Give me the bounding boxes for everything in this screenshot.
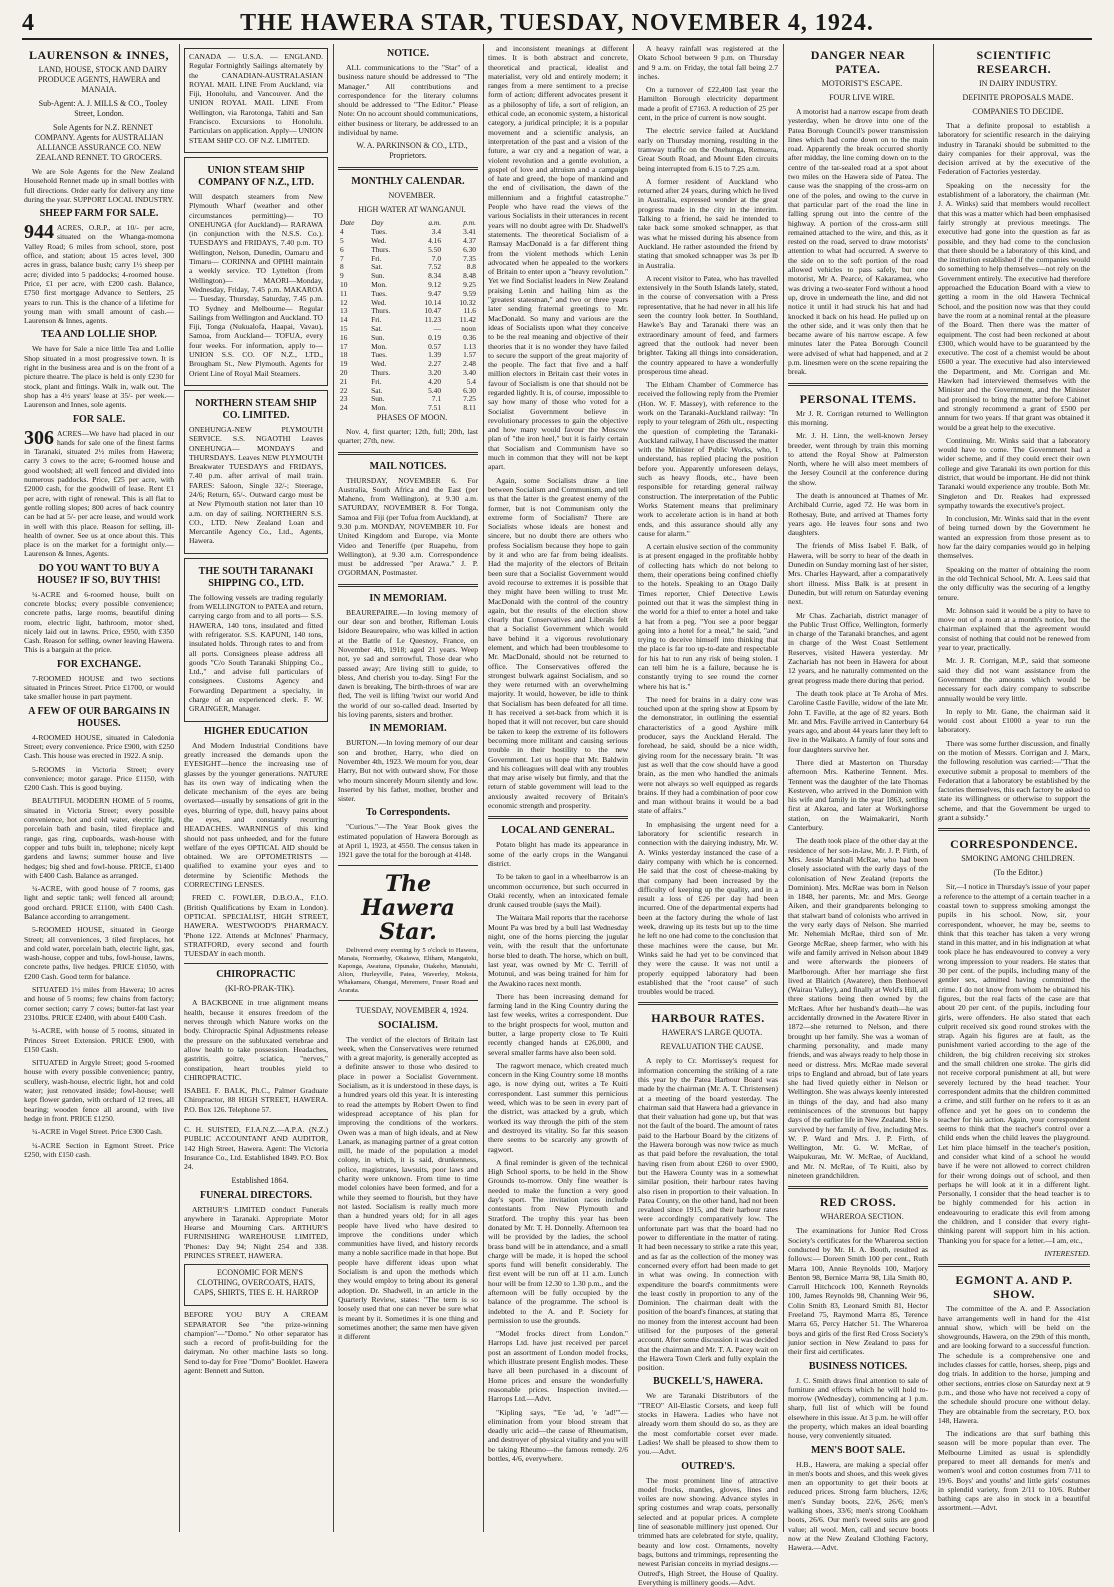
calendar-cell: 4.20 xyxy=(428,376,442,386)
column-4 xyxy=(488,44,628,1532)
calendar-cell: 4 xyxy=(340,227,344,237)
tea-heading: TEA AND LOLLIE SHOP. xyxy=(41,329,157,341)
newspaper-title: THE HAWERA STAR, TUESDAY, NOVEMBER 4, 1924. xyxy=(240,10,874,36)
ad-shipping-canada xyxy=(184,48,328,153)
calendar-cell: 6.30 xyxy=(463,244,476,254)
mail-text: THURSDAY, NOVEMBER 6. For Australia, South Africa and the East (per Maheno, from Wellington), at 9.30 a.m. SATURDAY, NOVEMBER 8. For Tonga, Samoa and Fiji (per Tofua from Auckland), at 9.30 p.m. MONDAY, NOVEMBER 10. For United Kingdom and Europe, via Monte Video and Teneriffe (per Ruapehu, from Wellington), at 9.30 a.m. Correspondence must be addressed "per Arawa." J. P. O'GORMAN, Postmaster. xyxy=(338,475,478,578)
calendar-cell: Tues. xyxy=(371,350,388,360)
ad-south-taranaki xyxy=(184,558,328,722)
calendar-cell: 18 xyxy=(340,350,348,360)
science-text: That a definite proposal to establish a laboratory for scientific research in the dairying industry in Taranaki should be submitted to the dairy companies for their approval, was the decision arrived at by the executive of the Federation of Factories yesterday. xyxy=(938,121,1090,177)
outred-heading: OUTRED'S. xyxy=(681,1460,735,1472)
forsale-heading: FOR SALE. xyxy=(72,413,126,425)
calendar-row xyxy=(338,395,478,404)
news-item: The Eltham Chamber of Commerce has received the following reply from the Premier (Hon. W. F. Massey), with reference to the work on the Taranaki-Auckland railway: "In reply to your telegram of 26th ult., respecting the question of completing the Taranaki-Auckland railway, I have discussed the matter with the Minister of Public Works, who, I understand, has replied placing the position before you. Apparently unforeseen delays, such as heavy floods, etc., have been responsible for retarding general railway construction. The interpretation of the Public Works Statement means that preliminary work to accelerate action is in hand at both ends, and this assurance should ally any cause for alarm." xyxy=(638,380,778,538)
harbour-subheading: REVALUATION THE CAUSE. xyxy=(660,1042,764,1052)
local-item: To be taken to gaol in a wheelbarrow is an uncommon occurrence, but such occurred in Otaki recently, when an intoxicated female drunk caused trouble (says the Mail). xyxy=(488,872,628,910)
notice-text: ALL communications to the "Star" of a business nature should be addressed to "The Manager." All contributions and correspondence for the literary columns should be addressed to "The Editor." Please Note: On no account should communications, either business or literary, be addressed to an individual by name. xyxy=(338,63,478,138)
science-text: Speaking on the necessity for the establishment of a laboratory, the chairman (Mr. J. A. Winks) said that members would recollect that this was a matter which had been emphasised fairly strongly at previous meetings. The executive had gone into the question as far as possible, and they had come to the conclusion that there should be a laboratory of this kind, and the institution established if the companies would do something to help themselves—not rely on the Government entirely. The executive had therefore approached the Education Board with a view to getting a room in the old Hawera Technical School, and the position now was that they could have the room at a nominal rental at the pleasure of the Board. Then there was the matter of equipment. The cost had been reckoned at about £300, which would have to be guaranteed by the executive. The cost of a chemist would be about £600 a year. The executive had also interviewed the Department, and Mr. Corrigan and Mr. Hawken had interviewed themselves with the Minister and the Government, and the Minister had promised to bring the matter before Cabinet and strongly recommend a grant of £500 per annum for two years. If that grant was obtained it would be a great help to the executive. xyxy=(938,180,1090,432)
calendar-cell: 20 xyxy=(340,367,348,377)
calendar-row xyxy=(338,404,478,413)
house-item: ¼-ACRE, with house of 5 rooms, situated in Princes Street Extension. PRICE £900, with £150 Cash. xyxy=(24,1026,174,1054)
calendar-cell: Mon. xyxy=(371,341,387,351)
ad-text: FRED C. FOWLER, D.B.O.A., F.I.O. (British Qualifications by Exam in London). OPTICAL SPECIALIST, HIGH STREET, HAWERA. WESTWOOD'S PHARMACY. 'Phone 122. Attends at McInnes' Pharmacy, STRATFORD, every second and fourth TUESDAY in each month. xyxy=(184,893,328,959)
personal-item: The death took place of the other day at the residence of her son-in-law, Mr. J. P. Firth, of Mrs. Jessie Marshall McRae, who had been closely associated with the early days of the colonisation of New Zealand (reports the Dominion). Mrs. McRae was born in Nelson in 1848, her parents, Mr. and Mrs. George Aiken, and their grandparents belonging to that stalwart band of colonists who arrived in the very early days of Nelson. She married Mr. Nehemiah McRae, third son of Mr. George McRae, sheep farmer, who with his wife and family arrived in Nelson about 1849 and were afterwards the pioneers of Marlborough. After her marriage she first lived at Blairich (Awatere), then Benhoevel (Wairau Valley), and finally at Weld's Hill, all three stations being then owned by the McRaes. After her husband's death—he was accidentally drowned in the Awatere River in 1872—she returned to Nelson, and there brought up her family. She was a woman of charming personality, and made many friends, and was always ready to help those in need or distress. Mrs. McRae made several trips to England and abroad, but of late years she had lived quietly either in Nelson or Wellington. She was always keenly interested in things of the day, and had also many reminiscences of the strenuous but happy days of the earlier life in New Zealand. She is survived by her family of five, including Mrs. W. P. Ward and Mrs. J. P. Firth, of Wellington, Mr. G. W. McRae, of Waipukurau, Mr. W. McRae, of Auckland, and Mr. N. McRae, of Te Kuiti, also by nineteen grandchildren. xyxy=(788,836,928,1181)
local-item: The Waitara Mail reports that the racehorse Mount Pa was bred by a bull last Wednesday night, one of the horns piercing the jugular vein, with the result that the unfortunate horse bled to death. The horse, which on bull, last year, was owned by Mr C. Terrill of Motunui, and was being trained for him for the Awakino races next month. xyxy=(488,913,628,988)
personal-item: Mr J. R. Corrigan returned to Wellington this morning. xyxy=(788,408,928,427)
calendar-cell: 3.20 xyxy=(428,367,442,377)
calendar-row xyxy=(338,316,478,325)
calendar-cell: 9.12 xyxy=(428,279,442,289)
calendar-cell: Fri. xyxy=(371,315,382,325)
science-subheading: IN DAIRY INDUSTRY. xyxy=(978,79,1057,88)
ad-heading: UNION STEAM SHIP COMPANY OF N.Z., LTD. xyxy=(198,164,314,188)
ad-text: The following vessels are trading regularly from WELLINGTON to PATEA and return, carrying cargo from and to all ports— S.S. HAWERA, 140 tons, insulated and fitted with refrigerator. S.S. KAPUNI, 140 tons, insulated holds. Through rates to and from all ports. Consignees please address all goods "C/o South Taranaki Shipping Co., Ltd.," and advise full particulars of consignees. Customs Agency and Forwarding Department a specialty, in charge of an experienced clerk. F. W. GRAINGER, Manager. xyxy=(189,592,323,714)
notice-signature: W. A. PARKINSON & CO., LTD., Proprietors. xyxy=(356,141,468,161)
calendar-cell: Sat. xyxy=(371,323,383,333)
calendar-row xyxy=(338,351,478,360)
local-item: Potato blight has made its appearance in some of the early crops in the Wanganui district. xyxy=(488,840,628,868)
sheep-text: ACRES, O.R.P., at 10/- per acre, situated on the Whanga-momona Valley Road; 6 miles from school, store, post office, and station; about 15 acres level, 300 acres in grass, balance bush; carry 1½ sheep per acre; divided into 5 paddocks; 4-roomed house. Price, £1 per acre, with £200 cash. Balance, £750 first mortgage Advance to Settlers, 25 years to run. This is the chance of a lifetime for young man with small amount of cash.—Laurenson & Innes, agents. xyxy=(24,223,174,326)
calendar-cell: 5.50 xyxy=(428,244,442,254)
calendar-cell: 11 xyxy=(340,288,348,298)
house-item: ¼-ACRE in Vogel Street. Price £300 Cash. xyxy=(32,1127,163,1137)
calendar-cell: 17 xyxy=(340,341,348,351)
ad-text: ECONOMIC FOR MEN'S CLOTHING, OVERCOATS, HATS, CAPS, SHIRTS, TIES E. H. HARROP xyxy=(193,1268,319,1298)
news-item: A former resident of Auckland who returned after 24 years, during which he lived in Australia, expressed wonder at the great progress made in the city in the interim. Talking to a friend, he said he intended to take back some smoked schnapper, as that was what he missed during his absence from Auckland. He rather astounded the friend by stating that smoked schnapper was 3s per lb in Australia. xyxy=(638,176,778,270)
calendar-cell: Thurs. xyxy=(371,244,391,254)
news-item: A heavy rainfall was registered at the Okato School between 9 p.m. on Thursday and 9 a.m. on Friday, the total fall being 2.7 inches. xyxy=(638,44,778,81)
danger-subheading: FOUR LIVE WIRE. xyxy=(829,93,895,102)
calendar-cell: 10.47 xyxy=(424,306,442,316)
personal-heading: PERSONAL ITEMS. xyxy=(799,391,917,406)
calendar-cell: 3.40 xyxy=(463,367,476,377)
star-description: Delivered every evening by 5 o'clock to Hawera, Manaia, Normanby, Okaiawa, Eltham, Mangatoki, Kaponga, Awatuna, Opunake, Otakeho, Manutahi, Alton, Hurleyville, Patea, Waverley, Mokoia, Whakamara, Ohangai, Meremere, Fraser Road and Ararata. xyxy=(338,946,478,994)
column-rule xyxy=(483,44,484,1532)
calendar-row xyxy=(338,360,478,369)
calendar-cell: 22 xyxy=(340,385,348,395)
sheep-heading: SHEEP FARM FOR SALE. xyxy=(39,208,159,220)
calendar-cell: Wed. xyxy=(371,297,387,307)
danger-heading: DANGER NEAR PATEA. xyxy=(810,48,906,76)
calendar-cell: Tues. xyxy=(371,288,388,298)
show-text: The indications are that surf bathing this season will be more popular than ever. The Melbourne Limited as usual is splendidly prepared to meet all demands for men's and women's wool and cotton costumes from 7/11 to 19/6. Boys' and youths' and little girls' costumes in splendid variety, from 2/11 to 10/6. Rubber bathing caps are also in stock in a beautiful assortment.—Advt. xyxy=(938,1429,1090,1513)
hawera-star-title: The Hawera Star. xyxy=(361,870,455,945)
calendar-row xyxy=(338,325,478,334)
news-item: In emphasising the urgent need for a laboratory for scientific research in connection with the dairying industry, Mr. W. A. Winks yesterday instanced the case of a dairy company with which he is concerned. He said that the cost of cheese-making by that company had been increased by the difficulty of keeping up the quality, and in a result a loss of £26 per day had been incurred. One of the departmental experts had been at the factory during the whole of last week, drawing up its tests but up to the time he left no one had come to the conclusion that these machines were the cause, but Mr. Winks said he had yet to be convinced that they were the cause. It was not until a properly equipped laboratory had been established that the "root cause" of such troubles would be traced. xyxy=(638,819,778,997)
agent-body: We are Sole Agents for the New Zealand Household Rennet made up in small bottles with full directions. Order early for delivery any time during the year. SUPPORT LOCAL INDUSTRY. xyxy=(24,167,174,204)
socialism-text: and inconsistent meanings at different times. It is both abstract and concrete, theoretical and practical, idealist and materialist, very old and entirely modern; it ranges from a mere sentiment to a precise form of action; different advocates present it as a philosophy of life, a sort of religion, an ethical code, an economic system, a historical category, a juridical principle; it is a popular movement and a scientific analysis, an interpretation of the past and a vision of the future, a war cry and a negation of war, a violent revolution and a gentle evolution, a gospel of love and altruism and a campaign of hate and greed, the hope of mankind and the end of civilisation, the dawn of the millennium and a frightful catastrophe." People who have read the views of the various Socialists in their utterances in recent years will no doubt agree with Dr. Shadwell's statements. The theoretical Socialism of a Ramsay MacDonald is a far different thing from the violent methods which Lenin advocated when he appealed to the workers of Britain to enter upon a "heavy revolution." Yet we find Socialist leaders in New Zealand praising Lenin and hailing him as the "greatest statesman," and two or three years later sending fraternal greetings to Mr. MacDonald. So many and various are the ideas of Socialists upon what they conceive to be the real meaning and objective of their theories that it is no wonder they have failed to secure the support of the great majority of the people. The fact that five and a half million electors in Britain cast their votes in favour of Socialism is one that should not be regarded lightly. It is, of course, impossible to say how many of those who voted for a Socialist Government believe in revolutionary processes to gain the objective and how many would favour the Moscow plan of "the iron heel," but it is fairly certain that Socialism and Communism have so much in common that they will not be kept apart. xyxy=(488,44,628,472)
redcross-subheading: WHAREROA SECTION. xyxy=(820,1212,904,1222)
calendar-cell: 13 xyxy=(340,306,348,316)
calendar-row xyxy=(338,299,478,308)
news-item: A recent visitor to Patea, who has travelled extensively in the South Islands lately, stated, in the course of conversation with a Press representative, that he had never in all his life seen the country look better. In Southland, Hawke's Bay and Taranaki there was an extraordinary amount of feed, and farmers agreed that the outlook had never been brighter. Taking all things into consideration, the country appeared to have a wonderfully prosperous time ahead. xyxy=(638,273,778,376)
ad-northern-steam xyxy=(184,390,328,554)
calendar-cell: 7.35 xyxy=(463,253,476,263)
tea-text: We have for Sale a nice little Tea and Lollie Shop situated in a most progressive town. It is right in the business area and is on the front of a picture theatre. The place is held is only £230 for stock, plant and fittings. Walk in, walk out. The shop has a 4½ years' lease at 35/- per week.—Laurenson and Innes, sole agents. xyxy=(24,344,174,410)
house-item: ¼-ACRE Section in Egmont Street. Price £250, with £150 cash. xyxy=(24,1140,174,1159)
local-item: There has been increasing demand for farming land in the King Country during the last few weeks, writes a correspondent. Due to the bright prospects for wool, mutton and butter, a large property close to Te Kuiti recently changed hands at £26,000, and several smaller farms have also been sold. xyxy=(488,991,628,1057)
socialism-text: Again, some Socialists draw a line between Socialism and Communism, and tell us that the latter is the greatest enemy of the former, but is not Communism only the extreme form of Socialism? There are Socialists whose ideals are honest and sincere, but no doubt there are others who profess Socialism because they hope to gain by it and who are far from being idealists. Had the majority of the electors of Britain been sure that a Socialist Government would avoid recourse to extremes it is possible that they might have been willing to trust Mr. MacDonald with the control of the country again, but the results of the election show clearly that Conservatives and Liberals felt that a Socialist Government which would have behind it a vigorous revolutionary element, and which had been troublesome to Mr. MacDonald, should not be returned to office. The Conservatives offered the strongest bulwark against Socialism, and so they were returned with an overwhelming majority. It would, however, be idle to think that Socialism has been defeated for all time. It has received a set-back from which it is hoped that it will not recover, but care should be taken to keep the extreme of its followers becoming more militant and causing serious trouble in their hostility to the new Government. Let us hope that Mr. Baldwin and his colleagues will deal with any troubles that may arise wisely but firmly, and that the return of stable government will lead to the anxiously awaited recovery of Britain's economic strength and prosperity. xyxy=(488,475,628,811)
calendar-cell: 19 xyxy=(340,359,348,369)
smoking-subheading: (To the Editor.) xyxy=(993,868,1043,878)
ad-subheading: (KI-RO-PRAK-TIK). xyxy=(225,984,295,994)
calendar-cell: 21 xyxy=(340,376,348,386)
calendar-cell: 3.4 xyxy=(431,227,442,237)
calendar-cell: 0.36 xyxy=(463,332,476,342)
news-item: The electric service failed at Auckland early on Thursday morning, resulting in the tramway traffic on the Onehunga, Remuera, Great South Road, and Mount Eden circuits being interrupted from 6.15 to 7.25 a.m. xyxy=(638,126,778,173)
house-item: 4-ROOMED HOUSE, situated in Caledonia Street; every convenience. Price £900, with £250 Cash. This house was erected in 1922. A snip. xyxy=(24,732,174,761)
agent-agents: Sole Agents for N.Z. RENNET COMPANY. Agents for AUSTRALIAN ALLIANCE ASSURANCE CO. NEW ZEALAND RENNET. TO GROCERS. xyxy=(34,123,164,162)
calendar-cell: Sun. xyxy=(371,394,385,404)
calendar-tide: HIGH WATER AT WANGANUI. xyxy=(358,205,466,215)
correspondents-heading: To Correspondents. xyxy=(366,807,450,819)
correspondence-heading: CORRESPONDENCE. xyxy=(950,837,1078,852)
calendar-row xyxy=(338,290,478,299)
calendar-heading: MONTHLY CALENDAR. xyxy=(351,176,465,188)
column-5 xyxy=(638,44,778,1587)
calendar-cell: 11.42 xyxy=(459,315,476,325)
outred-text: The most prominent line of attractive model frocks, mantles, gloves, lines and voiles are now showing. Advance styles in spring costumes and wrap coats, personally selected and at popular prices. A complete line of seasonable millinery just opened. Our trimmed hats are celebrated for style, quality, beauty and low cost. Ornaments, novelty bags, buttons and trimmings, representing the newest Parisian conceits in myriad designs.—Outred's, High Street, the House of Quality. Everything is millinery goods.—Advt. xyxy=(638,1475,778,1587)
calendar-cell: 9.59 xyxy=(463,288,476,298)
calendar-cell: Thurs. xyxy=(371,306,391,316)
memoriam-text: BEAUREPAIRE.—In loving memory of our dear son and brother, Rifleman Louis Isidore Beaurepaire, who was killed in action at the Battle of Le Quesnoy, France, on November 4th, 1918; aged 21 years. Weep not, ye sad and sorrowful, Those dear who passed away; Are living still to guide, to bless, And cherish you to-day. Sing! For the dawn is breaking, The birth-throes of war are fled, The veil is lifting 'twixt our world And the world of our so-called dead. Inserted by his loving parents, sisters and brother. xyxy=(338,607,478,720)
danger-text: A motorist had a narrow escape from death yesterday, when he drove into one of the Patea Borough Council's power transmission lines which had come down on to the main road. Apparently the break occurred shortly after midday, the line coming down on to the centre of the tar-sealed road at a spot about two miles on the Hawera side of Patea. The cause was the snapping of the cross-arm on one of the poles, and owing to the curve in that particular part of the road the line in falling sprung out into the centre of the highway. A portion of the cross-arm still remained attached to the wire, and this, as it rested on the road, served to draw motorists' attention to what had occurred. A swerve to the side on to the soft portion of the road allowed vehicles to pass safely, but one motorist, Mr A. Pearce, of Kakaramea, who was driving a two-seater Ford without a hood up, drove in underneath the line, and did not notice it until it had struck his hat and had knocked it back on his head. He pulled up on the other side, and it was only then that he became aware of his narrow escape. A few minutes later the Patea Borough Council were advised of what had happened, and at 2 p.m. linesmen were on the scene repairing the break. xyxy=(788,107,928,377)
personal-item: Mr Chas. Zachariah, district manager of the Public Trust Office, Wellington, formerly in charge of the Taranaki branches, and agent in charge of the West Coast Settlement Reserves, visited Hawera yesterday. Mr Zachariah has not been in Hawera for about 12 years, and he naturally commented on the great progress made there during that period. xyxy=(788,610,928,685)
science-text: Mr. Johnson said it would be a pity to have to move out of a room at a month's notice, but the chairman explained that the agreement would consist of nothing that could not be renewed from year to year, practically. xyxy=(938,605,1090,653)
calendar-row xyxy=(338,263,478,272)
calendar-column-header: Date xyxy=(340,218,355,228)
calendar-cell: 7.1 xyxy=(431,394,442,404)
calendar-cell: Sun. xyxy=(371,271,385,281)
business-heading: BUSINESS NOTICES. xyxy=(808,1360,908,1372)
agent-business: LAND, HOUSE, STOCK AND DAIRY PRODUCE AGENTS, HAWERA and MANAIA. xyxy=(37,65,168,94)
calendar-cell: 1.39 xyxy=(428,350,442,360)
calendar-column-header: Day xyxy=(371,218,384,228)
calendar-cell: 24 xyxy=(340,403,348,413)
calendar-cell: Fri. xyxy=(371,376,382,386)
house-heading: DO YOU WANT TO BUY A HOUSE? IF SO, BUY THIS! xyxy=(37,562,161,586)
calendar-row xyxy=(338,228,478,237)
notice-heading: NOTICE. xyxy=(387,48,429,59)
calendar-cell: Sat. xyxy=(371,385,383,395)
calendar-cell: 23 xyxy=(340,394,348,404)
calendar-month: NOVEMBER. xyxy=(388,191,436,201)
calendar-cell: 10.14 xyxy=(424,297,442,307)
calendar-cell: 1.57 xyxy=(463,350,476,360)
calendar-cell: 8.34 xyxy=(428,271,442,281)
ad-heading: NORTHERN STEAM SHIP CO. LIMITED. xyxy=(195,397,317,421)
column-rule xyxy=(633,44,634,1532)
science-text: Speaking on the matter of obtaining the room in the old Technical School, Mr. A. Lees said that the only difficulty was the securing of a lengthy tenure. xyxy=(938,564,1090,602)
calendar-cell: 8.48 xyxy=(463,271,476,281)
science-text: Mr. J. R. Corrigan, M.P., said that someone said they did not want assistance from the Government the amounts which would be necessary for each dairy company to subscribe annually would be very little. xyxy=(938,656,1090,703)
local-item: "Model frocks direct from London." Harrops Ltd. have just received per parcel post an assortment of London model frocks, which illustrate present English modes. These have all been purchased in a discount of Home prices and ensure the wonderfully reasonable prices. Inspection invited.—Harrops Ltd.—Advt. xyxy=(488,1329,628,1404)
ad-text: ARTHUR'S LIMITED conduct Funerals anywhere in Taranaki. Appropriate Motor Hearse and Mourning Cars. ARTHUR'S FURNISHING WAREHOUSE LIMITED, 'Phones: Day 94; Night 254 and 338. PRINCES STREET, HAWERA. xyxy=(184,1204,328,1260)
calendar-cell: 7.25 xyxy=(463,394,476,404)
calendar-cell: Sat. xyxy=(371,262,383,272)
calendar-cell: 11.23 xyxy=(424,315,442,325)
calendar-cell: Wed. xyxy=(371,235,387,245)
column-6 xyxy=(788,44,929,1553)
science-text: In reply to Mr. Gane, the chairman said it would cost about £1000 a year to run the laboratory. xyxy=(938,706,1090,735)
calendar-cell: 9.25 xyxy=(463,279,476,289)
house-item: BEAUTIFUL MODERN HOME of 5 rooms, situated in Victoria Street; every possible convenience, hot and cold water, electric light, porcelain bath and basin, tiled fireplace and range, gas ring, cupboards, wash-house with copper and tubs built in, telephone; nicely kept gardens and lawns; summer house and live hedges; big shed and fowl-house. PRICE, £1400 with £400 Cash. Balance as arranged. xyxy=(24,796,174,880)
local-item: A final reminder is given of the technical High School sports, to be held in the Show Grounds to-morrow. Only fine weather is needed to make the function a very good day's sport. The invitation races include contestants from New Plymouth and Stratford. The trophy this year has been donated by Mr. T. H. Donnelly. Afternoon tea will be provided by the ladies, the school brass band will be in attendance, and a small charge will be made, it is hoped the school sports fund will benefit considerably. The first event will be run off at 11 a.m. Lunch hour will be from 12.30 to 1.30 p.m., and the afternoon will be fully occupied by the balance of the programme. The school is indebted to the A. and P. Society for permission to use the grounds. xyxy=(488,1157,628,1325)
boot-text: H.B., Hawera, are making a special offer in men's boots and shoes, and this week gives men an opportunity to get their boots at reduced prices. Strong farm bluchers, 12/6; men's Sunday boots, 22/6, 26/6; men's walking shoes, 33/6; men's strong Cookham boots, 26/6. Our men's tweed suits are good value; all wool. Men, call and secure boots now at the New Zealand Clothing Factory, Hawera.—Advt. xyxy=(788,1459,928,1553)
calendar-cell: Tues. xyxy=(371,227,388,237)
calendar-cell: 2.27 xyxy=(428,359,442,369)
forsale-number: 306 xyxy=(24,426,54,449)
calendar-cell: 7.51 xyxy=(428,403,442,413)
house-item: 5-ROOMS in Victoria Street; every convenience; motor garage. Price £1150, with £200 Cash. This is good buying. xyxy=(24,764,174,793)
personal-item: There died at Masterton on Thursday afternoon Mrs. Katherine Tennent. Mrs. Tennent was the daughter of the late Thomas Kesteven, who arrived in the Dominion with his wife and family in the year 1863, settling first at Akaroa, and later at Workinghorse station, on the Waimakariri, North Canterbury. xyxy=(788,758,928,833)
calendar-cell: 7.52 xyxy=(428,262,442,272)
news-item: A certain elusive section of the community is at present engaged in the profitable hobby of collecting hats which do not belong to them, their operations being confined chiefly to the hotels. Speaking to an Otago Daily Times reporter, Chief Detective Lewis pointed out that it was the simplest thing in the world for a thief to enter a hotel and take a hat from a peg. "You see a poor beggar going into a hotel for a meal," he said, "and trying to deceive himself into thinking that the place is far too up-to-date and respectable for his hat to run any risk of being stolen. I can tell him he is a failure, because he is constantly trying to see round the corner where his hat is." xyxy=(638,542,778,691)
calendar-cell: 5 xyxy=(340,235,344,245)
calendar-cell: 6.30 xyxy=(463,385,476,395)
science-subheading: COMPANIES TO DECIDE. xyxy=(972,107,1064,116)
calendar-cell: — xyxy=(433,323,442,333)
calendar-row xyxy=(338,334,478,343)
calendar-cell: Sun. xyxy=(371,332,385,342)
house-item: SITUATED 1½ miles from Hawera; 10 acres and house of 5 rooms; few chains from factory; corner section; carry 7 cows; butter-fat last year 2310lbs. PRICE £2400, with about £400 Cash. xyxy=(24,985,174,1022)
calendar-cell: 9.47 xyxy=(428,288,442,298)
local-item: "Kipling says, "'Ee 'ad, 'e 'ad!'"—elimination from your blood stream that deadly uric acid—the cause of Rheumatism, and destroyer of physical vitality and you will be taking Rheumo—the famous remedy. 2/6 bottles, 4/6, everywhere. xyxy=(488,1407,628,1464)
house-item: SITUATED in Argyle Street; good 5-roomed house with every possible convenience; pantry, scullery, wash-house, electric light, hot and cold water; just renovated inside; fowl-house; well kept flower garden, with orchard of 12 trees, all bearing; wooden fence all around, with live hedge in front. PRICE £1250. xyxy=(24,1058,174,1123)
correspondents-text: "Curious."—The Year Book gives the estimated population of Hawera Borough as at April 1, 1923, at 4550. The census taken in 1921 gave the total for the borough at 4148. xyxy=(338,822,478,860)
redcross-heading: RED CROSS. xyxy=(819,1195,897,1210)
smoking-heading: SMOKING AMONG CHILDREN. xyxy=(961,854,1075,864)
column-rule xyxy=(933,44,934,1532)
ad-heading: CHIROPRACTIC xyxy=(216,969,296,981)
calendar-cell: 12 xyxy=(340,297,348,307)
personal-item: Mr. J. H. Linn, the well-known Jersey breeder, went through by train this morning to attend the Royal Show at Palmerston North, where he will also meet members of the Jersey Council at the conference during the show. xyxy=(788,431,928,487)
house-item: ¼-ACRE, with good house of 7 rooms, gas light and septic tank; well fenced all around; good orchard. PRICE £1100, with £400 Cash. Balance according to arrangement. xyxy=(24,884,174,921)
calendar-cell: Thurs. xyxy=(371,367,391,377)
calendar-cell: 0.57 xyxy=(428,341,442,351)
column-rule xyxy=(333,44,334,1532)
ad-subheading: Established 1864. xyxy=(231,1175,289,1185)
personal-item: The death is announced at Thames of Mr. Archibald Currie, aged 72. He was born in Rothesay, Bute, and arrived at Thames forty years ago. He leaves four sons and two daughters. xyxy=(788,490,928,538)
calendar-cell: Fri. xyxy=(371,253,382,263)
harbour-heading: HARBOUR RATES. xyxy=(651,1011,765,1026)
local-item: The ragwort menace, which created much concern in the King Country some 18 months ago, is now dying out, writes a Te Kuiti correspondent. Last summer this pernicious weed, which was to be seen in every part of the district, was attacked by a grub, which worked its way through the pith of the stem and destroyed its vitality. So far this season there seems to be scarcely any growth of ragwort. xyxy=(488,1060,628,1154)
calendar-row xyxy=(338,272,478,281)
calendar-cell: 10 xyxy=(340,279,348,289)
mail-heading: MAIL NOTICES. xyxy=(369,460,447,472)
calendar-cell: 2.48 xyxy=(463,359,476,369)
show-heading: EGMONT A. AND P. SHOW. xyxy=(955,1273,1073,1302)
science-subheading: DEFINITE PROPOSALS MADE. xyxy=(962,93,1074,102)
memoriam-heading: IN MEMORIAM. xyxy=(369,592,447,604)
calendar-cell: noon xyxy=(461,323,476,333)
house-item: ¼-ACRE and 6-roomed house, built on concrete blocks; every possible convenience; concrete paths, large rooms, beautiful dining room, electric light, bathroom, motor shed, nicely laid out in lawns. Price, £950, with £350 Cash. Reason for selling, owner leaving Hawera. This is a bargain at the price. xyxy=(24,589,174,655)
boot-heading: MEN'S BOOT SALE. xyxy=(810,1444,905,1456)
column-rule xyxy=(179,44,180,1532)
page-number: 4 xyxy=(22,10,34,36)
personal-item: The friends of Miss Isabel F. Balk, of Hawera, will be sorry to hear of the death in Dunedin on Sunday morning last of her sister, Mrs. Charles Hayward, after a comparatively short illness. Miss Balk is at present in Dunedin, but will return on Saturday evening next. xyxy=(788,541,928,607)
calendar-cell: 4.16 xyxy=(428,235,442,245)
calendar-cell: Mon. xyxy=(371,279,387,289)
news-item: On a turnover of £22,400 last year the Hamilton Borough electricity department made a profit of £7163. A reduction of 25 per cent, in the price of current is now sought. xyxy=(638,85,778,123)
calendar-cell: 1.13 xyxy=(463,341,476,351)
calendar-cell: Wed. xyxy=(371,359,387,369)
news-item: The need for brains in a dairy cow was touched upon at the spring show at Epsom by the demonstrator, in outlining the essential characteristics of a good Ayshire milk producer, says the Auckland Herald. The forehead, he said, should be a nice width, giving room for the necessary brain. "It was just as well that the cow should have a good brain, as the men who handled the animals were not always so well equipped as regards brains. If they had a combination of poor cow and man without brains it would be a bad state of affairs." xyxy=(638,694,778,816)
column-7 xyxy=(938,44,1090,1532)
phases-heading: PHASES OF MOON. xyxy=(376,412,448,422)
forsale-text: ACRES—We have had placed in our hands for sale one of the finest farms in Taranaki, situated 2½ miles from Hawera; carry 3 cows to the acre; 6-roomed house and good woolshed; all well fenced and divided into numerous paddocks. Price, £25 per acre, with £2000 cash, for the goodwill of lease. Rent £1 per acre, with right of renewal. This is all flat to gentle rolling slopes; 800 acres of back country can be had at 5/- per acre lease, and would work in well with this place. Reason for selling, ill-health of owner. See us at once about this. This place is on the market for a fortnight only.—Laurenson & Innes, Agents. xyxy=(24,428,174,559)
ad-text: A BACKBONE in true alignment means health, because it ensures freedom of the nerves through which Nature works on the body. Chiropractic Spinal Adjustments release the pressure on the subluxated vertebrae and allow health to take possession. Headaches, gastritis, goitre, sciatica, "nerves," constipation, heart troubles yield to CHIROPRACTIC. xyxy=(184,998,328,1082)
calendar-cell: 6 xyxy=(340,244,344,254)
personal-item: The death took place at Te Aroha of Mrs. Caroline Castle Faville, widow of the late Mr. John T. Faville, at the age of 82 years. Both Mr. and Mrs. Faville arrived in Canterbury 64 years ago, and about 44 years later they left to live in the Waikato. A family of four sons and four daughters survive her. xyxy=(788,688,929,754)
harbour-text: A reply to Cr. Morrissey's request for information concerning the striking of a rate this year by the Patea Harbour Board was made by the chairman (Mr. A. T. Christensen) at a meeting of the board yesterday. The chairman said that Hawera had a grievance in that their valuation had gone up, but that was not the fault of the board. The amount of rates paid to the Harbour Board by the citizens of the Hawera borough was now twice as much as that paid before the revaluation, the total having risen from about £260 to over £900, but the Hawera County was in a somewhat similar position, their harbour rates having also risen in proportion to their valuation. In Patea County, on the other hand, had not been revalued since 1915, and their harbour rates were accordingly comparatively low. The unfortunate part was that the board had no power to differentiate in the matter of rating. It had been necessary to strike a rate this year, and as far as the collection of the money was concerned every effort had been made to get in what was owing. In connection with expenditure the board's commitments were the least costly in proportion to any of the Dominion. The chairman dealt with the position of the board's finances, at stating that no money from the interest account had been utilised for the purposes of the general account. After some discussion it was decided that the chairman and Mr. T. A. Pacey wait on the Hawera Town Clerk and fully explain the position. xyxy=(638,1056,778,1373)
local-heading: LOCAL AND GENERAL. xyxy=(501,825,615,837)
calendar-row xyxy=(338,387,478,396)
calendar-cell: 16 xyxy=(340,332,348,342)
calendar-cell: 8 xyxy=(340,262,344,272)
calendar-row xyxy=(338,237,478,246)
business-text: J. C. Smith draws final attention to sale of furniture and effects which he will hold to-morrow (Wednesday), commencing at 1 p.m. sharp, full list of which will be found elsewhere in this issue. At 3 p.m. he will offer the property, which makes an ideal boarding house, very conveniently situated. xyxy=(788,1375,928,1441)
smoking-signature: INTERESTED. xyxy=(1044,1248,1090,1258)
ad-heading: THE SOUTH TARANAKI SHIPPING CO., LTD. xyxy=(198,565,314,589)
harbour-subheading: HAWERA'S LARGE QUOTA. xyxy=(661,1028,763,1038)
calendar-cell: 15 xyxy=(340,323,348,333)
calendar-cell: 0.19 xyxy=(428,332,442,342)
calendar-row xyxy=(338,369,478,378)
memoriam-heading: IN MEMORIAM. xyxy=(369,723,447,735)
ad-text: BEFORE YOU BUY A CREAM SEPARATOR See "the prize-winning champion"—"Domo." No other separator has such a record of profit-building for the dairyman. No other machine lasts so long. Send to-day for Free "Domo" Booklet. Hawera agent: Bennett and Sutton. xyxy=(184,1310,328,1376)
smoking-text: Sir,—I notice in Thursday's issue of your paper a reference to the attempt of a certain teacher in a coastal town to suppress smoking amongst the pupils in his school. Now, sir, your correspondent, whoever, he may be, seems to think that this teacher has taken a very wrong stand in this matter, and in his indignation at what took place he has endeavoured to convey a very wrong impression to your readers. He states that 30 per cent. of the pupils, including many of the gentler sex, admitted having committed the crime. I do not know from whom he obtained his figures, but the real facts of the case are that about 20 per cent. of the pupils, including four girls, were offenders. He also stated that each culprit received six good round strokes with the strap. Again his figures are at fault, as the punishment varied according to the age of the children, the big children receiving six strokes and the small children one stroke. The girls did not receive corporal punishment at all, but were severely lectured by the head teacher. Your correspondent admits that the children committed a crime, and still further on he refers to it as an offence and yet he goes on to condemn the teacher for his action. Again, your correspondent seems to think that the teacher's control over a child ends when the child leaves the playground. Let him place himself in the teacher's position, and consider what kind of a school he would have if he were not allowed to correct children for their wrong doings out of school, and then perhaps he will look at it in a different light. Personally, I consider that the head teacher is to be highly commended for his action in endeavouring to eradicate this evil from among the children, and I consider that every right-thinking parent will support him in his action. Thanking you for space for a letter.—I am, etc., xyxy=(938,882,1090,1245)
calendar-row xyxy=(338,307,478,316)
ad-text: CANADA — U.S.A. — ENGLAND. Regular Fortnightly Sailings alternately by the CANADIAN-AUSTRALASIAN ROYAL MAIL LINE From Auckland, via Fiji, Honolulu, and Vancouver. And the UNION ROYAL MAIL LINE From Wellington, via Rarotonga, Tahiti and San Francisco. Excursions to Honolulu. Particulars on application. Apply— UNION STEAM SHIP CO. OF N.Z. LIMITED. xyxy=(189,52,323,145)
phases-text: Nov. 4, first quarter; 12th, full; 20th, last quarter; 27th, new. xyxy=(338,426,478,446)
ad-text: C. H. SUISTED, F.I.A.N.Z.—A.P.A. (N.Z.) PUBLIC ACCOUNTANT AND AUDITOR, 142 High Street, Hawera. Agent: The Victoria Insurance Co., Ltd. Established 1849. P.O. Box 24. xyxy=(184,1125,328,1172)
house-item: 7-ROOMED HOUSE and two sections situated in Princes Street. Price £1700, or would take smaller house in part payment. xyxy=(24,673,174,702)
calendar-table xyxy=(338,219,478,413)
calendar-cell: 7 xyxy=(340,253,344,263)
calendar-column-header: a.m. xyxy=(428,218,442,228)
column-2 xyxy=(184,44,328,1532)
house-item-heading: FOR EXCHANGE. xyxy=(57,658,141,670)
calendar-row xyxy=(338,378,478,387)
column-1 xyxy=(24,44,174,1532)
socialism-heading: SOCIALISM. xyxy=(378,1019,438,1031)
sheep-number: 944 xyxy=(24,221,54,244)
calendar-cell: 8.11 xyxy=(463,403,476,413)
science-text: Continuing, Mr. Winks said that a laboratory would have to come. The Government had a wider scheme, and if they could erect their own college and give Taranaki its own portion for this district, that would be important. He did not think Taranaki would experience any trouble. Both Mr. Singleton and Dr. Reakes had expressed sympathy towards the executive's project. xyxy=(938,435,1090,510)
ad-text: ISABEL F. BALK, Ph.C., Palmer Graduate Chiropractor, 88 HIGH STREET, HAWERA. P.O. Box 126. Telephone 57. xyxy=(184,1086,328,1114)
ad-text: ONEHUNGA-NEW PLYMOUTH SERVICE. S.S. NGAOTHI Leaves ONEHUNGA— MONDAYS and THURSDAYS. Leaves NEW PLYMOUTH Breakwater TUESDAYS and FRIDAYS, 7.40 p.m. after arrival of mail train. FARES: Saloon, Single 32/-; Steerage, 24/6; Return, 65/-. Outward cargo must be at New Plymouth station not later than 10 a.m. on day of sailing. NORTHERN S.S. CO., LTD. New Zealand Loan and Mercantile Agency Co., Ltd., Agents, Hawera. xyxy=(189,424,323,546)
ad-text: And Modern Industrial Conditions have greatly increased the demands upon the EYESIGHT—hence the increasing use of glasses by the younger generations. NATURE has its own way of indicating when the delicate mechanism of the eyes are being overtaxed—usually by sensations of grit in the eyes, blurring of type, dull, heavy pains about the eyes, and constantly recurring HEADACHES. WARNINGS of this kind should not pass unheeded, and for the future welfare of the eyes OPTICAL AID should be obtained. We are OPTOMETRISTS —qualified to examine your eyes and to determine by Scientific Methods the CORRECTING LENSES. xyxy=(184,740,328,890)
danger-subheading: MOTORIST'S ESCAPE. xyxy=(821,79,903,88)
house-item-heading: A FEW OF OUR BARGAINS IN HOUSES. xyxy=(28,705,170,729)
agent-name: LAURENSON & INNES, xyxy=(28,48,170,62)
calendar-cell: 11.6 xyxy=(463,306,476,316)
calendar-row xyxy=(338,343,478,352)
redcross-text: The examinations for Junior Red Cross Society's certificates for the Whareroa section conducted by Mr. H. A. Booth, resulted as follows:— Doreen Smith 100 per cent., Ruth Marra 100, Annie Reynolds 100, Marjory Benton 98, Bernice Marra 98, Lila Smith 80, Carroll Hitchcock 100, Kenneth Reynolds 100, James Reynolds 98, Channing Weir 96, Colin Smith 83, Leonard Smith 81, Hector Freeland 75, Raymond Marra 85, Terence Marra 65, Percy Hatcher 51. The Whareroa boys and girls of the first Red Cross Society's junior section in New Zealand to pass for their first aid certificates. xyxy=(788,1226,928,1357)
ad-harrop xyxy=(184,1264,328,1306)
calendar-cell: 14 xyxy=(340,315,348,325)
ad-text: Will despatch steamers from New Plymouth Wharf (weather and other circumstances permitting)— TO ONEHUNGA (for Auckland)— RARAWA (in conjunction with the N.S.S. Co.). TUESDAYS and FRIDAYS, 7.40 p.m. TO Wellington, Nelson, Dunedin, Oamaru and Timaru— CORINNA and OPIHI maintain a weekly service. TO Lyttelton (from Wellington)— MAORI—Monday, Wednesday, Friday, 7.45 p.m. MAKAROA — Tuesday, Thursday, Saturday, 7.45 p.m. TO Sydney and Melbourne— Regular Sailings from Wellington and Auckland. TO Fiji, Tonga (Nukualofa, Haapai, Vavau), Samoa, from Auckland— TOFUA, every four weeks. For information, apply to— UNION S.S. CO. OF N.Z., LTD., Brougham St., New Plymouth. Agents for Orient Line of Royal Mail Steamers. xyxy=(189,191,323,378)
calendar-cell: 8.8 xyxy=(466,262,476,272)
memoriam-text: BURTON.—In loving memory of our dear son and brother, Harry, who died on November 4th, 1923. We mourn for you, dear Harry, But not with outward show, For those who mourn sincerely Mourn silently and low. Inserted by his father, mother, brother and sister. xyxy=(338,738,478,804)
calendar-cell: 4.37 xyxy=(463,235,476,245)
ad-heading: FUNERAL DIRECTORS. xyxy=(199,1189,313,1201)
column-rule xyxy=(783,44,784,1532)
calendar-cell: 5.4 xyxy=(466,376,476,386)
science-text: In conclusion, Mr. Winks said that in the event of being turned down by the Government he wanted an expression from those present as to how far the dairy companies would go in helping themselves. xyxy=(938,514,1090,561)
calendar-row xyxy=(338,246,478,255)
science-text: There was some further discussion, and finally on the motion of Messrs. Corrigan and J. Marx, the following resolution was carried:—"That the executive submit a proposal to members of the Federation that a laboratory be established by the factories themselves, this each factory be asked to state its willingness or otherwise to support the scheme, and that the Government be urged to grant a subsidy." xyxy=(938,738,1090,823)
column-3 xyxy=(338,44,478,1532)
calendar-row xyxy=(338,255,478,264)
buckell-heading: BUCKELL'S, HAWERA. xyxy=(653,1376,763,1388)
agent-sub: Sub-Agent: A. J. MILLS & CO., Tooley Street, London. xyxy=(38,99,168,118)
calendar-cell: 7.0 xyxy=(431,253,442,263)
science-heading: SCIENTIFIC RESEARCH. xyxy=(976,48,1052,76)
calendar-cell: 10.32 xyxy=(459,297,476,307)
buckell-text: We are Taranaki Distributors of the "TREO" All-Elastic Corsets, and keep full stocks in Hawera. Ladies who have not already worn them should do so, as they are the most comfortable corset ever made. Ladies! We shall be pleased to show them to you.—Advt. xyxy=(638,1391,778,1457)
ad-heading: HIGHER EDUCATION xyxy=(204,725,308,737)
calendar-cell: 5.40 xyxy=(428,385,442,395)
calendar-cell: 3.41 xyxy=(463,227,476,237)
socialism-text: The verdict of the electors of Britain last week, when the Conservatives were returned with a great majority, is generally accepted as a definite answer to those who desired to place in power a Socialist Government. Socialism, as it is understood in these days, is a hundred years old this year. It is interesting to read the attempts by Robert Owen to find widespread acceptance of his plan for improving the conditions of the workers. Owen was a man of high ideals, and at New Lanark, as managing partner of a great cotton mill, he made of the population a model colony, in which, it is said, drunkenness, police, magistrates, lawsuits, poor laws and charity were unknown. From time to time model colonies have been formed, and for a while they seemed to flourish, but they have not lasted. Socialism is really much more than a hundred years old; for in all ages people have lived who have desired to improve the conditions under which communities have lived, and history records many a noble sacrifice made in that hope. But people have different ideas upon what Socialism is and upon the methods which they would employ to bring about its general adoption. Dr. Shadwell, in an article in the Quarterly Review, states: "The term is so loosely used that one can never be sure what is meant by it. Sometimes it is one thing and sometimes another; the same men have given it different xyxy=(338,1034,478,1342)
house-item: 5-ROOMED HOUSE, situated in George Street; all conveniences, 3 tiled fireplaces, hot and cold water, porcelain bath, electric light, gas, wash-house, copper and tubs, fowl-house, lawns, concrete paths, live hedges. PRICE £1050, with £200 Cash. Good term for balance. xyxy=(24,925,174,981)
calendar-cell: Mon. xyxy=(371,403,387,413)
calendar-column-header: p.m. xyxy=(463,218,476,228)
calendar-cell: 9 xyxy=(340,271,344,281)
ad-union-steam xyxy=(184,157,328,386)
date-line: TUESDAY, NOVEMBER 4, 1924. xyxy=(355,1005,469,1015)
show-text: The committee of the A. and P. Association have arrangements well in hand for the 41st annual show, which will be held on the showgrounds, Hawera, on the 29th of this month, and are looking forward to a successful function. The schedule is a comprehensive one and includes classes for cattle, horses, sheep, pigs and dog trials. In addition to the horse, jumping and other sections, entries close on Saturday next at 9 p.m., and those who have not received a copy of the schedule should procure one without delay. They are obtainable from the secretary, P.O. box 148, Hawera. xyxy=(938,1304,1090,1425)
calendar-row xyxy=(338,281,478,290)
masthead xyxy=(22,8,1092,40)
